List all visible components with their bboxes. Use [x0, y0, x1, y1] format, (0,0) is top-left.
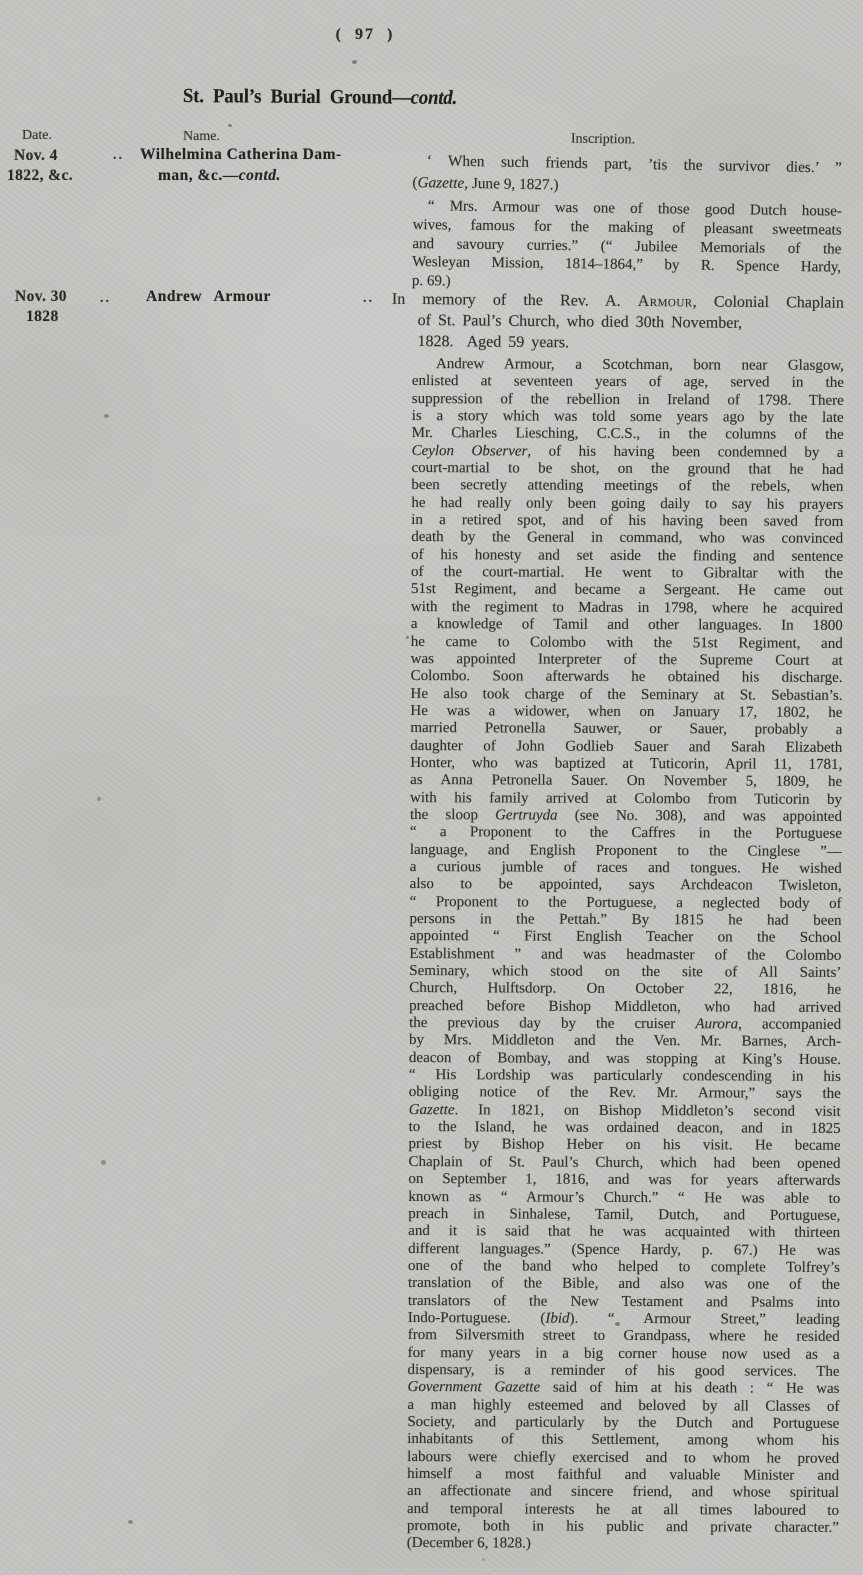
text-line: himself a most faithful and valuable Minister and [407, 1465, 840, 1484]
text-line: daughter of John Godlieb Sauer and Sarah Elizabeth [410, 737, 843, 756]
text-line: for many years in a big corner house now used as a [407, 1344, 840, 1363]
text-line: wives, famous for the making of pleasant sweetmeats [412, 216, 842, 239]
text-line: language, and English Proponent to the Cinglese ”— [409, 841, 842, 860]
entry1-date-line2: 1822, &c. [7, 167, 74, 184]
text-line: different languages.” (Spence Hardy, p. 67.) He was [408, 1240, 841, 1259]
scan-speck [482, 1558, 485, 1561]
text-line: He also took charge of the Seminary at St. Sebastian’s. [410, 685, 843, 704]
text-line: Mr. Charles Liesching, C.C.S., in the columns of the [411, 425, 844, 444]
scan-speck [101, 1160, 106, 1165]
column-header-inscription: Inscription. [570, 131, 636, 148]
text-line: as Anna Petronella Sauer. On November 5, 1809, he [410, 772, 843, 791]
entry1-inscription-note [412, 197, 842, 297]
text-line: court-martial to be shot, on the ground that he had [411, 460, 844, 478]
text-line: from Silversmith street to Grandpass, where he resided [407, 1327, 840, 1346]
page-title: St. Paul’s Burial Ground—contd. [182, 85, 458, 109]
text-line: a knowledge of Tamil and other languages. In 1800 [410, 616, 843, 635]
text-line: appointed “ First English Teacher on the School [409, 928, 842, 947]
text-line: “ a Proponent to the Caffres in the Portuguese [409, 824, 842, 843]
entry1-leader-dots: .. [113, 148, 124, 163]
scan-speck [352, 60, 357, 64]
entry1-inscription-quote [412, 150, 842, 201]
entry1-name-line1: Wilhelmina Catherina Dam- [140, 146, 342, 163]
text-line: a curious jumble of races and tongues. He wished [409, 858, 842, 877]
text-line: Colombo. Soon afterwards he obtained his discharge. [410, 668, 843, 687]
text-line: the previous day by the cruiser Aurora, accompanied [409, 1015, 842, 1033]
text-line: “ Mrs. Armour was one of those good Dutch house- [427, 198, 842, 220]
text-line: inhabitants of this Settlement, among whom his [407, 1431, 840, 1450]
text-line: the sloop Gertruyda (see No. 308), and was appointed [409, 806, 843, 825]
text-line: to the Island, he was ordained deacon, and in 1825 [408, 1119, 841, 1138]
text-line: with his family arrived at Colombo from Tuticorin by [410, 789, 843, 808]
text-line: promote, both in his public and private character.” [406, 1518, 839, 1536]
scan-speck [104, 414, 109, 418]
text-line: Gazette. In 1821, on Bishop Middleton’s second visit [408, 1101, 841, 1120]
text-line: ‘ When such friends part, ’tis the survivor dies.’ ” [426, 152, 842, 177]
text-line: married Petronella Sauwer, or Sauer, probably a [410, 720, 843, 739]
text-line: Wesleyan Mission, 1814–1864,” by R. Spence Hardy, [412, 254, 842, 276]
entry2-leader-dots-2: .. [363, 291, 374, 306]
text-line: one of the band who helped to complete Tolfrey’s [407, 1257, 841, 1276]
entry2-date-line2: 1828 [26, 308, 59, 325]
text-line: “ His Lordship was particularly condescending in his [408, 1067, 841, 1085]
scan-speck [406, 636, 409, 639]
text-line: he came to Colombo with the 51st Regiment, and [410, 633, 843, 652]
entry1-date-line1: Nov. 4 [14, 147, 58, 164]
text-line: is a story which was told some years ago by the late [411, 408, 844, 426]
scan-speck [97, 797, 101, 801]
text-line: an affectionate and sincere friend, and whose spiritual [407, 1483, 840, 1502]
text-line: obliging notice of the Rev. Mr. Armour,” says the [408, 1084, 841, 1103]
text-line: preach in Sinhalese, Tamil, Dutch, and Portuguese, [408, 1205, 841, 1224]
text-line: In memory of the Rev. A. Armour, Colonial Chaplain [391, 290, 844, 312]
text-line: Establishment ” and was headmaster of the Colombo [409, 945, 842, 964]
text-line: 51st Regiment, and became a Sergeant. He came out [410, 581, 844, 600]
text-line: Society, and particularly by the Dutch and Portuguese [407, 1413, 840, 1432]
text-line: Seminary, which stood on the site of All Saints’ [409, 963, 842, 981]
text-line: He was a widower, when on January 17, 1802, he [410, 702, 843, 721]
text-line: he had really only been going daily to say his prayers [411, 494, 844, 513]
text-line: translation of the Bible, and also was one of the [407, 1275, 840, 1294]
text-line: was appointed Interpreter of the Supreme Court at [410, 650, 843, 669]
text-line: labours were chiefly exercised and to whom he proved [407, 1448, 840, 1467]
text-line: and temporal interests he at all times laboured to [406, 1500, 840, 1519]
text-line: on September 1, 1816, and was for years afterwards [408, 1171, 841, 1190]
column-header-name: Name. [183, 129, 220, 144]
entry2-memorial-inscription [391, 289, 844, 356]
text-line: also to be appointed, says Archdeacon Twisleton, [409, 876, 842, 895]
entry2-date-line1: Nov. 30 [15, 288, 67, 305]
entry2-leader-dots-1: .. [100, 291, 111, 306]
page-number: ( 97 ) [335, 26, 395, 43]
text-line: in a retired spot, and of his having been saved from [411, 512, 844, 530]
text-line: by Mrs. Middleton and the Ven. Mr. Barnes, Arch- [408, 1032, 842, 1051]
text-line: Indo-Portuguese. (Ibid). “ Armour Street,” leading [407, 1309, 840, 1328]
text-line: Government Gazette said of him at his death : “ He was [407, 1379, 840, 1398]
text-line: and it is said that he was acquainted with thirteen [408, 1223, 841, 1242]
text-line: “ Proponent to the Portuguese, a neglected body of [409, 893, 842, 912]
column-header-date: Date. [22, 128, 52, 143]
text-line: Chaplain of St. Paul’s Church, which had been opened [408, 1153, 841, 1172]
text-line: of St. Paul’s Church, who died 30th November, [417, 311, 743, 332]
entry1-name-line2: man, &c.—contd. [158, 167, 281, 184]
text-line: of the court-martial. He went to Gibraltar with the [411, 564, 844, 583]
text-line: (December 6, 1828.) [406, 1535, 531, 1552]
text-line: 1828. Aged 59 years. [417, 332, 570, 352]
text-line: (Gazette, June 9, 1827.) [412, 173, 559, 194]
text-line: dispensary, is a reminder of his good services. The [407, 1361, 840, 1380]
scan-speck [228, 124, 232, 127]
text-line: Andrew Armour, a Scotchman, born near Glasgow, [435, 356, 844, 374]
text-line: death by the General in command, who was convinced [411, 529, 844, 548]
text-line: enlisted at seventeen years of age, served in the [411, 373, 844, 392]
text-line: with the regiment to Madras in 1798, where he acquired [410, 598, 843, 617]
text-line: suppression of the rebellion in Ireland of 1798. There [411, 390, 844, 409]
text-line: deacon of Bombay, and was stopping at King’s House. [408, 1049, 841, 1068]
text-line: Honter, who was baptized at Tuticorin, April 11, 1781, [410, 754, 843, 773]
text-line: of his honesty and set aside the finding and sentence [411, 546, 844, 565]
text-line: been secretly attending meetings of the rebels, when [411, 477, 844, 496]
text-line: known as “ Armour’s Church.” “ He was able to [408, 1188, 841, 1207]
text-line: translators of the New Testament and Psalms into [407, 1292, 840, 1311]
text-line: and savoury curries.” (“ Jubilee Memorials of the [412, 235, 842, 258]
entry2-name: Andrew Armour [146, 288, 271, 305]
text-line: a man highly esteemed and beloved by all Classes of [407, 1396, 840, 1415]
text-line: Ceylon Observer, of his having been condemned by a [411, 442, 844, 461]
scan-speck [128, 1520, 133, 1524]
text-line: priest by Bishop Heber on his visit. He became [408, 1136, 841, 1155]
text-line: Church, Hulftsdorp. On October 22, 1816, he [409, 980, 842, 999]
text-line: preached before Bishop Middleton, who had arrived [409, 997, 842, 1016]
text-line: p. 69.) [411, 273, 451, 290]
entry2-biography-text [407, 356, 844, 1555]
text-line: persons in the Pettah.” By 1815 he had been [409, 910, 842, 929]
